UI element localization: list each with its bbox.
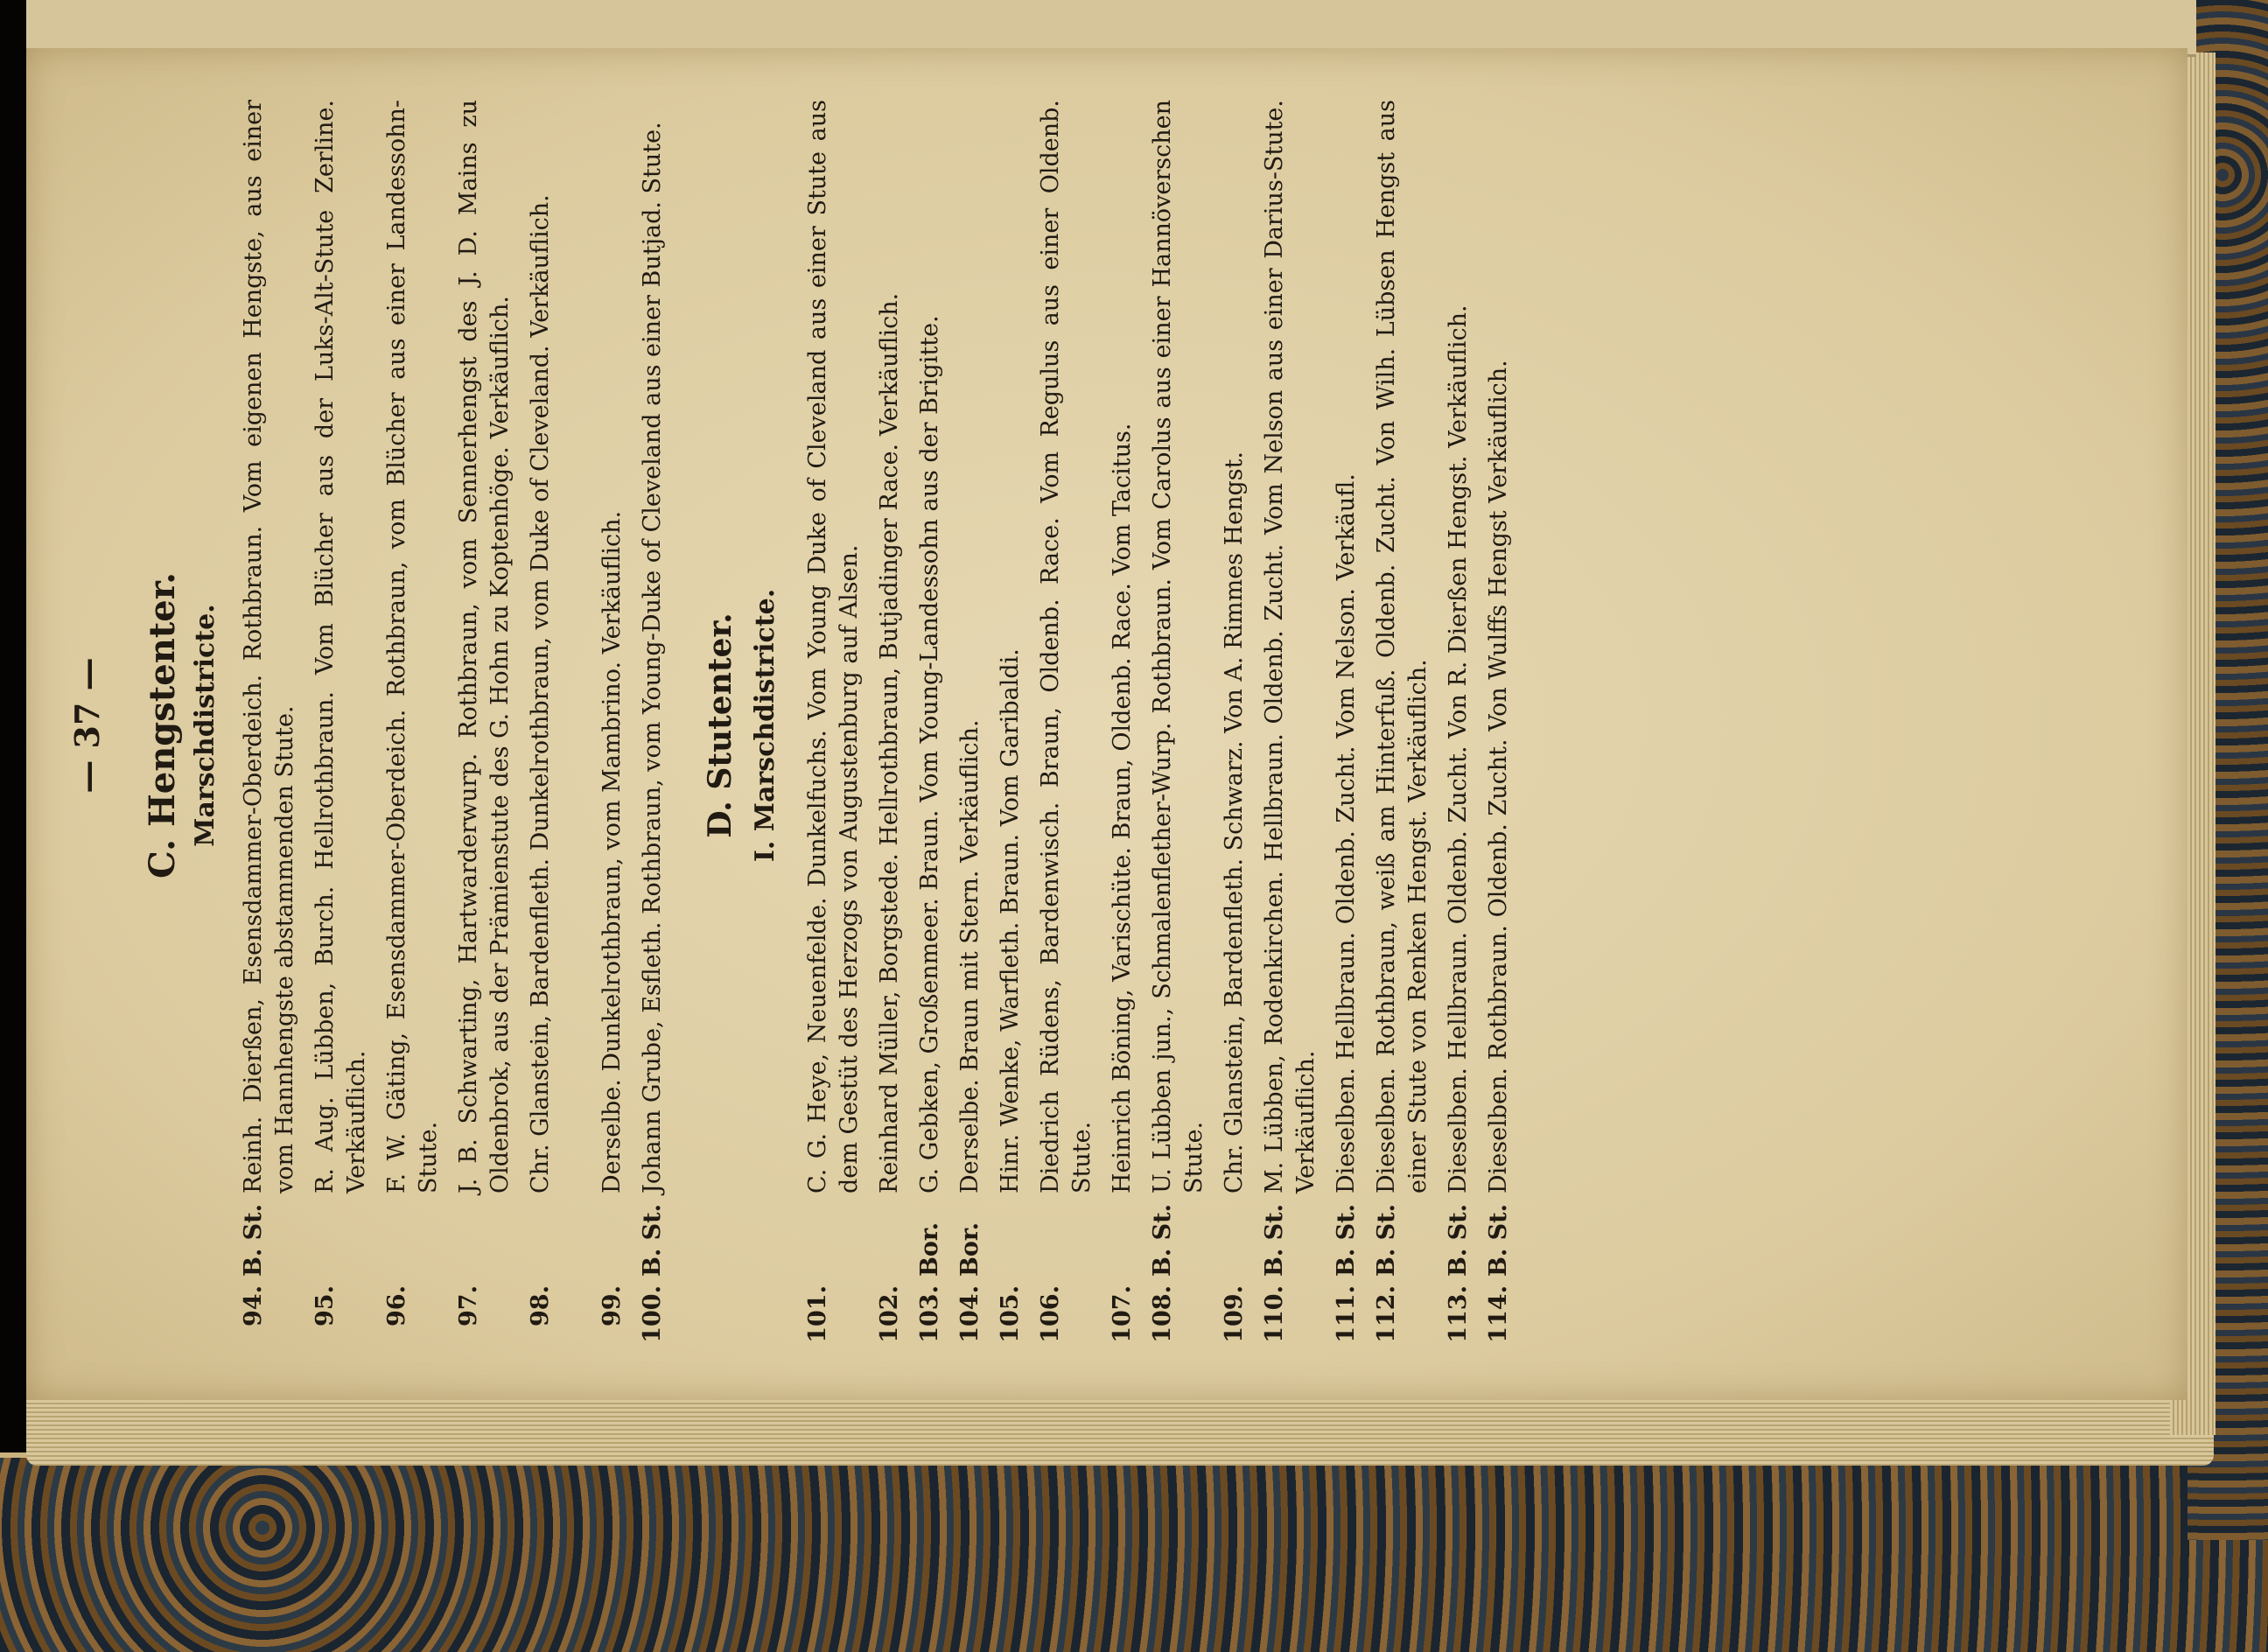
section-d-heading: D. Stutenter.	[702, 612, 738, 838]
entry-text: M. Lübben, Rodenkirchen. Hellbraun. Oldenb. Zucht. Vom Nelson aus einer Darius-Stute. Verkäuflich.	[1261, 100, 1320, 1194]
section-c-subheading: Marschdistricte.	[190, 604, 220, 847]
entry-text: F. W. Gäting, Esensdammer-Oberdeich. Rothbraun, vom Blücher aus einer Landessohn-Stute.	[383, 100, 442, 1194]
entry-mark: B. St.	[1373, 1204, 1400, 1277]
entry-number: 107.	[1109, 1285, 1136, 1343]
entry-text: Diedrich Rüdens, Bardenwisch. Braun, Oldenb. Race. Vom Regulus aus einer Oldenb. Stute.	[1037, 100, 1096, 1194]
entry-number: 97.	[455, 1285, 482, 1326]
entry-number: 104.	[956, 1285, 984, 1343]
entry-number: 96.	[383, 1285, 410, 1326]
entry-mark: B. St.	[639, 1204, 666, 1277]
entry-number: 105.	[997, 1285, 1024, 1343]
entry-number: 94.	[240, 1285, 267, 1326]
page-header	[59, 78, 120, 1373]
entry-text: Hinr. Wenke, Warfleth. Braun. Vom Garibaldi.	[997, 648, 1024, 1194]
entry-text: Chr. Glanstein, Bardenfleth. Schwarz. Von A. Rimmes Hengst.	[1221, 451, 1248, 1194]
entry-number: 100.	[639, 1285, 666, 1343]
entry-text: Heinrich Böning, Varischüte. Braun, Oldenb. Race. Vom Tacitus.	[1109, 423, 1136, 1194]
entry-text: Chr. Glanstein, Bardenfleth. Dunkelrothbraun, vom Duke of Cleveland. Verkäuflich.	[527, 194, 554, 1194]
entry-number: 98.	[527, 1285, 554, 1326]
entry-text: Derselbe. Dunkelrothbraun, vom Mambrino. Verkäuflich.	[598, 510, 626, 1194]
entry-mark: B. St.	[1261, 1204, 1288, 1277]
entry-mark: B. St.	[1333, 1204, 1360, 1277]
entry-number: 114.	[1485, 1285, 1512, 1343]
entry-mark: B. St.	[240, 1204, 267, 1277]
entry-mark: B. St.	[1485, 1204, 1512, 1277]
entry-text: C. G. Heye, Neuenfelde. Dunkelfuchs. Vom Young Duke of Cleveland aus einer Stute aus dem Gestüt des Herzogs von Augustenburg auf Alsen.	[804, 100, 863, 1194]
entry-number: 111.	[1333, 1285, 1360, 1343]
entry-text: R. Aug. Lübben, Burch. Hellrothbraun. Vom Blücher aus der Luks-Alt-Stute Zerline. Verkäuflich.	[312, 100, 370, 1194]
entry-text: Dieselben. Rothbraun. Oldenb. Zucht. Von Wulffs Hengst Verkäuflich.	[1485, 360, 1512, 1194]
entry-text: U. Lübben jun., Schmalenflether-Wurp. Rothbraun. Vom Carolus aus einer Hannöverschen Stute.	[1149, 100, 1208, 1194]
entry-text: Derselbe. Braun mit Stern. Verkäuflich.	[956, 719, 984, 1194]
marbled-cover-bottom	[0, 1452, 2268, 1652]
entry-number: 108.	[1149, 1285, 1176, 1343]
entry-text: Dieselben. Rothbraun, weiß am Hinterfuß. Oldenb. Zucht. Von Wilh. Lübsen Hengst aus einer Stute von Renken Hengst. Verkäuflich.	[1373, 100, 1432, 1194]
section-c-heading: C. Hengstenter.	[142, 571, 183, 879]
page-content-rotated	[59, 78, 2141, 1373]
entry-number: 101.	[804, 1285, 831, 1343]
entry-text: Johann Grube, Esfleth. Rothbraun, vom Young-Duke of Cleveland aus einer Butjad. Stute.	[639, 122, 666, 1194]
entry-text: Dieselben. Hellbraun. Oldenb. Zucht. Von R. Dierßen Hengst. Verkäuflich.	[1445, 304, 1472, 1194]
entry-number: 112.	[1373, 1285, 1400, 1343]
entry-number: 99.	[598, 1285, 626, 1326]
entry-number: 109.	[1221, 1285, 1248, 1343]
entry-text: J. B. Schwarting, Hartwarderwurp. Rothbraun, vom Sennerhengst des J. D. Mains zu Oldenbrok, aus der Prämienstute des G. Hohn zu Koptenhöge. Verkäuflich.	[455, 100, 514, 1194]
entry-text: Reinh. Dierßen, Esensdammer-Oberdeich. Rothbraun. Vom eigenen Hengste, aus einer vom Hannhengste abstammenden Stute.	[240, 100, 298, 1194]
entry-mark: B. St.	[1445, 1204, 1472, 1277]
entry-number: 102.	[876, 1285, 903, 1343]
entry-number: 95.	[312, 1285, 339, 1326]
entry-number: 106.	[1037, 1285, 1064, 1343]
entry-number: 103.	[916, 1285, 943, 1343]
entry-number: 113.	[1445, 1285, 1472, 1343]
entry-text: Reinhard Müller, Borgstede. Hellrothbraun, Butjadinger Race. Verkäuflich.	[876, 292, 903, 1194]
section-d-subheading: I. Marschdistricte.	[750, 588, 780, 863]
entry-text: Dieselben. Hellbraun. Oldenb. Zucht. Vom Nelson. Verkäufl.	[1333, 473, 1360, 1194]
entry-number: 110.	[1261, 1285, 1288, 1343]
page-number: — 37 —	[67, 657, 107, 794]
entry-text: G. Gebken, Großenmeer. Braun. Vom Young-Landessohn aus der Brigitte.	[916, 315, 943, 1194]
entry-mark: B. St.	[1149, 1204, 1176, 1277]
entry-mark: Bor.	[916, 1222, 943, 1277]
entry-mark: Bor.	[956, 1222, 984, 1277]
